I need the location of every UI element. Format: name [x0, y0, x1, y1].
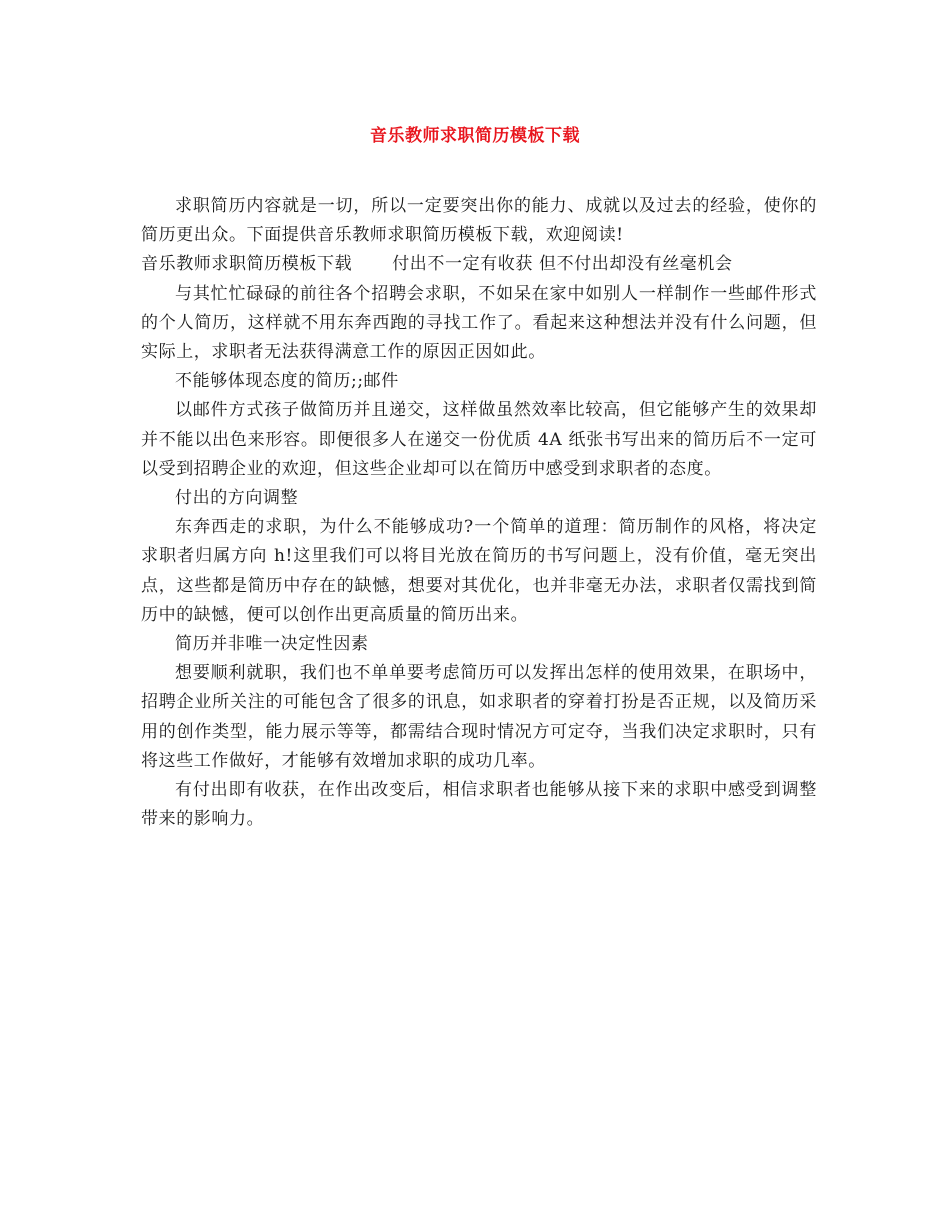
paragraph-5: 有付出即有收获，在作出改变后，相信求职者也能够从接下来的求职中感受到调整带来的影响力。 — [141, 780, 817, 830]
subtitle-left: 音乐教师求职简历模板下载 — [141, 254, 353, 275]
document-title: 音乐教师求职简历模板下载 — [370, 126, 580, 146]
paragraph-1: 与其忙忙碌碌的前往各个招聘会求职，不如呆在家中如别人一样制作一些邮件形式的个人简历，这样就不用东奔西跑的寻找工作了。看起来这种想法并没有什么问题，但实际上，求职者无法获得满意工作的原因正因如此。 — [141, 283, 817, 363]
document-body — [141, 192, 817, 834]
subtitle-line — [141, 250, 817, 279]
section-heading-3: 简历并非唯一决定性因素 — [175, 634, 369, 655]
section-heading-1: 不能够体现态度的简历;;邮件 — [175, 371, 399, 392]
paragraph-2: 以邮件方式孩子做简历并且递交，这样做虽然效率比较高，但它能够产生的效果却并不能以出色来形容。即便很多人在递交一份优质 4A 纸张书写出来的简历后不一定可以受到招聘企业的欢迎，但这些企业却可以在简历中感受到求职者的态度。 — [141, 400, 817, 479]
intro-paragraph: 求职简历内容就是一切，所以一定要突出你的能力、成就以及过去的经验，使你的简历更出众。下面提供音乐教师求职简历模板下载，欢迎阅读! — [141, 196, 817, 246]
paragraph-3: 东奔西走的求职，为什么不能够成功?一个简单的道理：简历制作的风格，将决定求职者归属方向 h!这里我们可以将目光放在简历的书写问题上，没有价值，毫无突出点，这些都是简历中存在的缺憾，想要对其优化，也并非毫无办法，求职者仅需找到简历中的缺憾，便可以创作出更高质量的简历出来。 — [141, 517, 817, 625]
paragraph-4: 想要顺利就职，我们也不单单要考虑简历可以发挥出怎样的使用效果，在职场中，招聘企业所关注的可能包含了很多的讯息，如求职者的穿着打扮是否正规，以及简历采用的创作类型，能力展示等等，都需结合现时情况方可定夺，当我们决定求职时，只有将这些工作做好，才能够有效增加求职的成功几率。 — [141, 663, 817, 771]
section-heading-2: 付出的方向调整 — [175, 488, 299, 509]
subtitle-right: 付出不一定有收获 但不付出却没有丝毫机会 — [392, 254, 733, 275]
